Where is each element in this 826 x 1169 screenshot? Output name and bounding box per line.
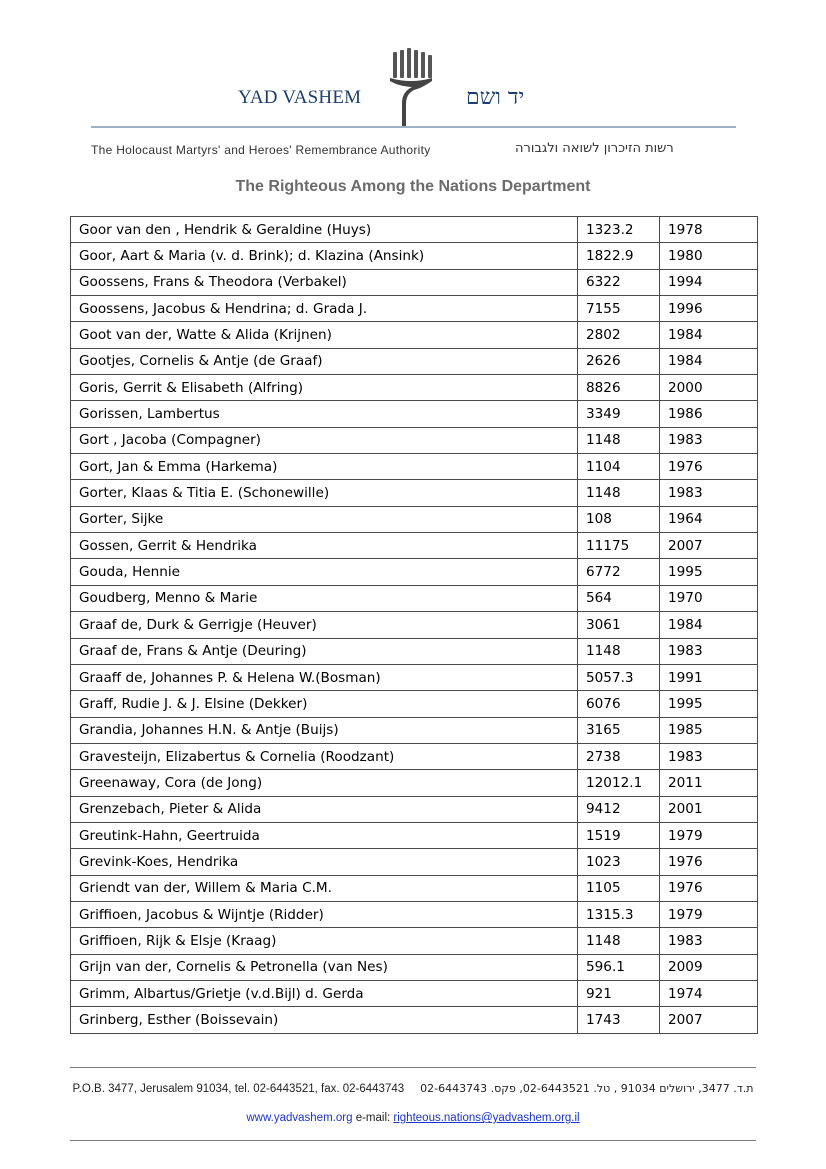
record-year-cell: 2001 bbox=[660, 796, 758, 822]
record-year-cell: 1995 bbox=[660, 691, 758, 717]
record-year-cell: 1995 bbox=[660, 559, 758, 585]
record-file-cell: 2626 bbox=[578, 348, 660, 374]
record-name-cell: Goris, Gerrit & Elisabeth (Alfring) bbox=[71, 375, 578, 401]
record-year-cell: 1985 bbox=[660, 717, 758, 743]
record-year-cell: 1980 bbox=[660, 243, 758, 269]
table-row bbox=[71, 533, 758, 559]
record-name-cell: Graaf de, Durk & Gerrigje (Heuver) bbox=[71, 612, 578, 638]
record-year-cell: 1964 bbox=[660, 506, 758, 532]
table-row bbox=[71, 454, 758, 480]
record-name-cell: Graaf de, Frans & Antje (Deuring) bbox=[71, 638, 578, 664]
record-file-cell: 5057.3 bbox=[578, 664, 660, 690]
record-name-cell: Grandia, Johannes H.N. & Antje (Buijs) bbox=[71, 717, 578, 743]
record-year-cell: 1984 bbox=[660, 612, 758, 638]
record-file-cell: 1105 bbox=[578, 875, 660, 901]
footer-contact bbox=[0, 1112, 826, 1124]
record-file-cell: 1148 bbox=[578, 928, 660, 954]
record-file-cell: 1822.9 bbox=[578, 243, 660, 269]
brand-name-hebrew: יד ושם bbox=[466, 85, 525, 110]
table-row bbox=[71, 875, 758, 901]
record-name-cell: Gorter, Sijke bbox=[71, 506, 578, 532]
yad-vashem-menorah-logo-icon bbox=[386, 48, 436, 130]
record-file-cell: 1104 bbox=[578, 454, 660, 480]
record-file-cell: 921 bbox=[578, 980, 660, 1006]
record-file-cell: 1023 bbox=[578, 849, 660, 875]
table-row bbox=[71, 269, 758, 295]
record-name-cell: Gort, Jan & Emma (Harkema) bbox=[71, 454, 578, 480]
record-file-cell: 1323.2 bbox=[578, 217, 660, 243]
record-year-cell: 1991 bbox=[660, 664, 758, 690]
record-name-cell: Grimm, Albartus/Grietje (v.d.Bijl) d. Gerda bbox=[71, 980, 578, 1006]
department-title: The Righteous Among the Nations Department bbox=[235, 178, 591, 195]
header-divider bbox=[91, 126, 736, 128]
record-file-cell: 2738 bbox=[578, 743, 660, 769]
record-file-cell: 6322 bbox=[578, 269, 660, 295]
address-english: P.O.B. 3477, Jerusalem 91034, tel. 02-6443521, fax. 02-6443743 bbox=[72, 1083, 405, 1095]
record-file-cell: 2802 bbox=[578, 322, 660, 348]
record-year-cell: 1996 bbox=[660, 296, 758, 322]
table-row bbox=[71, 770, 758, 796]
record-file-cell: 1148 bbox=[578, 638, 660, 664]
record-year-cell: 1984 bbox=[660, 348, 758, 374]
record-file-cell: 8826 bbox=[578, 375, 660, 401]
table-row bbox=[71, 796, 758, 822]
record-name-cell: Griendt van der, Willem & Maria C.M. bbox=[71, 875, 578, 901]
record-name-cell: Goossens, Jacobus & Hendrina; d. Grada J. bbox=[71, 296, 578, 322]
table-row bbox=[71, 243, 758, 269]
table-row bbox=[71, 954, 758, 980]
table-row bbox=[71, 348, 758, 374]
record-file-cell: 1148 bbox=[578, 427, 660, 453]
website-link[interactable]: www.yadvashem.org bbox=[246, 1112, 353, 1124]
table-row bbox=[71, 717, 758, 743]
record-file-cell: 11175 bbox=[578, 533, 660, 559]
record-name-cell: Grevink-Koes, Hendrika bbox=[71, 849, 578, 875]
record-year-cell: 1976 bbox=[660, 875, 758, 901]
record-year-cell: 1994 bbox=[660, 269, 758, 295]
record-year-cell: 1983 bbox=[660, 743, 758, 769]
table-row bbox=[71, 743, 758, 769]
record-file-cell: 1148 bbox=[578, 480, 660, 506]
record-file-cell: 3349 bbox=[578, 401, 660, 427]
table-row bbox=[71, 1007, 758, 1033]
record-file-cell: 1315.3 bbox=[578, 901, 660, 927]
record-year-cell: 2007 bbox=[660, 1007, 758, 1033]
table-row bbox=[71, 506, 758, 532]
record-year-cell: 1986 bbox=[660, 401, 758, 427]
record-year-cell: 2000 bbox=[660, 375, 758, 401]
record-year-cell: 1983 bbox=[660, 427, 758, 453]
record-name-cell: Gootjes, Cornelis & Antje (de Graaf) bbox=[71, 348, 578, 374]
record-name-cell: Grenzebach, Pieter & Alida bbox=[71, 796, 578, 822]
record-name-cell: Goossens, Frans & Theodora (Verbakel) bbox=[71, 269, 578, 295]
record-name-cell: Gossen, Gerrit & Hendrika bbox=[71, 533, 578, 559]
letterhead bbox=[0, 0, 826, 200]
record-file-cell: 108 bbox=[578, 506, 660, 532]
email-link[interactable]: righteous.nations@yadvashem.org.il bbox=[393, 1112, 580, 1124]
record-file-cell: 3165 bbox=[578, 717, 660, 743]
record-file-cell: 12012.1 bbox=[578, 770, 660, 796]
record-name-cell: Griffioen, Jacobus & Wijntje (Ridder) bbox=[71, 901, 578, 927]
record-name-cell: Goot van der, Watte & Alida (Krijnen) bbox=[71, 322, 578, 348]
record-year-cell: 1983 bbox=[660, 480, 758, 506]
table-row bbox=[71, 559, 758, 585]
record-name-cell: Gorter, Klaas & Titia E. (Schonewille) bbox=[71, 480, 578, 506]
table-row bbox=[71, 901, 758, 927]
record-file-cell: 9412 bbox=[578, 796, 660, 822]
authority-name-english: The Holocaust Martyrs' and Heroes' Remembrance Authority bbox=[91, 143, 431, 157]
record-name-cell: Gravesteijn, Elizabertus & Cornelia (Roodzant) bbox=[71, 743, 578, 769]
footer-divider-bottom bbox=[70, 1140, 756, 1141]
record-year-cell: 2009 bbox=[660, 954, 758, 980]
record-name-cell: Gouda, Hennie bbox=[71, 559, 578, 585]
record-name-cell: Goor, Aart & Maria (v. d. Brink); d. Klazina (Ansink) bbox=[71, 243, 578, 269]
footer-divider-top bbox=[70, 1067, 756, 1068]
record-name-cell: Greutink-Hahn, Geertruida bbox=[71, 822, 578, 848]
record-file-cell: 1743 bbox=[578, 1007, 660, 1033]
record-file-cell: 1519 bbox=[578, 822, 660, 848]
table-row bbox=[71, 928, 758, 954]
table-row bbox=[71, 322, 758, 348]
table-row bbox=[71, 480, 758, 506]
record-name-cell: Graaff de, Johannes P. & Helena W.(Bosman) bbox=[71, 664, 578, 690]
record-year-cell: 1979 bbox=[660, 822, 758, 848]
record-year-cell: 1979 bbox=[660, 901, 758, 927]
record-year-cell: 1983 bbox=[660, 928, 758, 954]
record-name-cell: Griffioen, Rijk & Elsje (Kraag) bbox=[71, 928, 578, 954]
address-hebrew: ת.ד. 3477, ירושלים 91034 , טל. 02-6443521, פקס. 02-6443743 bbox=[420, 1082, 754, 1095]
footer-address bbox=[0, 1082, 826, 1095]
record-name-cell: Gort , Jacoba (Compagner) bbox=[71, 427, 578, 453]
record-year-cell: 1974 bbox=[660, 980, 758, 1006]
record-file-cell: 6772 bbox=[578, 559, 660, 585]
record-name-cell: Goor van den , Hendrik & Geraldine (Huys) bbox=[71, 217, 578, 243]
record-name-cell: Grinberg, Esther (Boissevain) bbox=[71, 1007, 578, 1033]
record-year-cell: 1984 bbox=[660, 322, 758, 348]
record-file-cell: 6076 bbox=[578, 691, 660, 717]
table-row bbox=[71, 691, 758, 717]
table-row bbox=[71, 849, 758, 875]
record-file-cell: 596.1 bbox=[578, 954, 660, 980]
record-file-cell: 7155 bbox=[578, 296, 660, 322]
table-row bbox=[71, 664, 758, 690]
record-year-cell: 1978 bbox=[660, 217, 758, 243]
record-year-cell: 1976 bbox=[660, 849, 758, 875]
record-name-cell: Graff, Rudie J. & J. Elsine (Dekker) bbox=[71, 691, 578, 717]
record-name-cell: Grijn van der, Cornelis & Petronella (van Nes) bbox=[71, 954, 578, 980]
record-file-cell: 564 bbox=[578, 585, 660, 611]
record-name-cell: Goudberg, Menno & Marie bbox=[71, 585, 578, 611]
table-row bbox=[71, 401, 758, 427]
email-label: e-mail: bbox=[355, 1112, 391, 1124]
record-year-cell: 1976 bbox=[660, 454, 758, 480]
record-year-cell: 2007 bbox=[660, 533, 758, 559]
table-row bbox=[71, 296, 758, 322]
righteous-records-table bbox=[70, 216, 758, 1034]
record-file-cell: 3061 bbox=[578, 612, 660, 638]
table-row bbox=[71, 612, 758, 638]
table-row bbox=[71, 427, 758, 453]
table-row bbox=[71, 585, 758, 611]
record-year-cell: 2011 bbox=[660, 770, 758, 796]
table-row bbox=[71, 980, 758, 1006]
table-row bbox=[71, 217, 758, 243]
authority-name-hebrew: רשות הזיכרון לשואה ולגבורה bbox=[515, 141, 674, 156]
record-year-cell: 1983 bbox=[660, 638, 758, 664]
table-row bbox=[71, 822, 758, 848]
table-row bbox=[71, 375, 758, 401]
brand-name-english: YAD VASHEM bbox=[238, 87, 362, 108]
record-name-cell: Gorissen, Lambertus bbox=[71, 401, 578, 427]
record-year-cell: 1970 bbox=[660, 585, 758, 611]
record-name-cell: Greenaway, Cora (de Jong) bbox=[71, 770, 578, 796]
table-row bbox=[71, 638, 758, 664]
